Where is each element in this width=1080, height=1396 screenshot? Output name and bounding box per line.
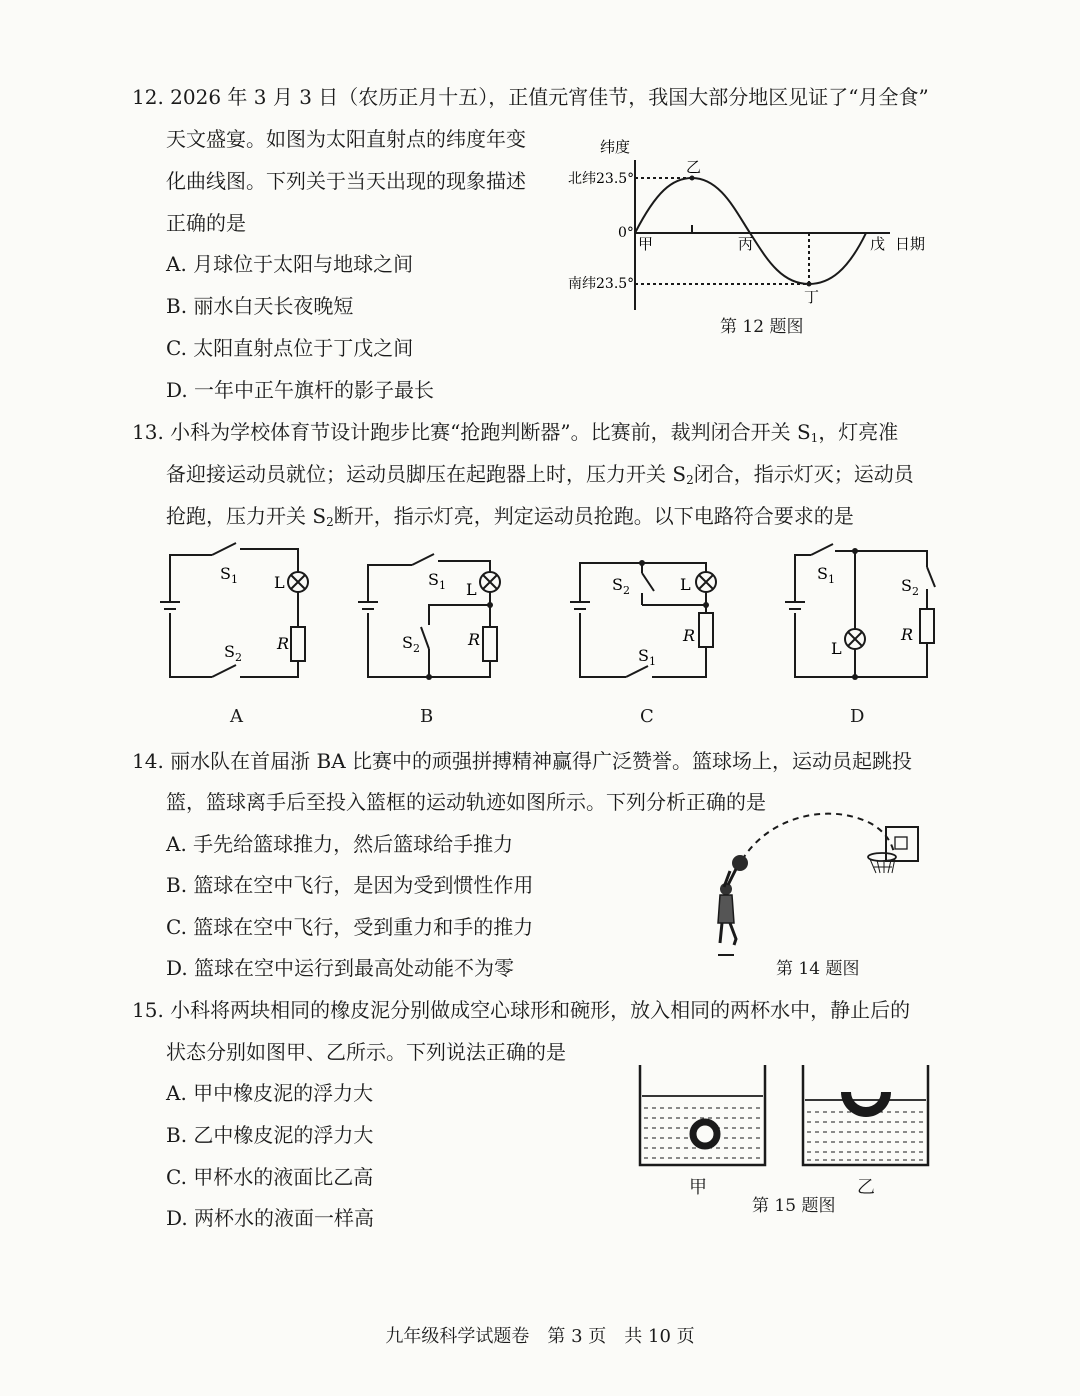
switch-s2 [212, 665, 236, 677]
junction [487, 602, 493, 608]
point-yi [690, 176, 695, 181]
label-r: R [901, 625, 914, 644]
beaker-jia [640, 1065, 765, 1165]
player-arms [724, 869, 736, 887]
label-s1: $S_1$ [817, 564, 835, 586]
resistor [483, 627, 497, 661]
wire [795, 551, 927, 677]
latitude-curve [635, 178, 866, 284]
q12-option-a: A. 月球位于太阳与地球之间 [166, 252, 414, 276]
resistor [699, 613, 713, 647]
q14-option-a: A. 手先给篮球推力，然后篮球给手推力 [166, 832, 514, 856]
basketball [732, 855, 748, 871]
lamp-cross [483, 575, 497, 589]
label-r: R [683, 626, 696, 645]
point-ding [807, 282, 812, 287]
label-s1: $S_1$ [638, 646, 656, 668]
q14-option-d: D. 篮球在空中运行到最高处动能不为零 [166, 956, 515, 980]
junction [426, 674, 432, 680]
beaker-yi-water [807, 1112, 924, 1160]
beaker-jia-label: 甲 [689, 1177, 707, 1198]
label-l: L [274, 573, 285, 592]
label-l: L [466, 580, 477, 599]
switch-s1 [626, 666, 648, 677]
circuit-b-label: B [420, 706, 434, 727]
q13-stem-line2: 备迎接运动员就位；运动员脚压在起跑器上时，压力开关 $S_2$闭合，指示灯灭；运动员 [166, 462, 914, 487]
label-r: R [468, 630, 481, 649]
beaker-jia-outline [640, 1065, 765, 1165]
hollow-ball [693, 1122, 717, 1146]
label-bing: 丙 [738, 235, 754, 253]
q14-option-c: C. 篮球在空中飞行，受到重力和手的推力 [166, 915, 534, 939]
resistor [920, 609, 934, 643]
q15-option-a: A. 甲中橡皮泥的浮力大 [166, 1081, 374, 1105]
switch-s1 [412, 554, 434, 565]
circuit-c [560, 545, 730, 690]
label-yi: 乙 [686, 158, 702, 176]
x-axis-label: 日期 [895, 235, 926, 253]
q14-stem-line2: 篮，篮球离手后至投入篮框的运动轨迹如图所示。下列分析正确的是 [166, 790, 766, 814]
q15-option-b: B. 乙中橡皮泥的浮力大 [166, 1123, 374, 1147]
lamp-cross [699, 575, 713, 589]
label-s2: $S_2$ [612, 575, 630, 597]
q13-stem-line3: 抢跑，压力开关 $S_2$断开，指示灯亮，判定运动员抢跑。以下电路符合要求的是 [166, 504, 854, 529]
y-axis-label: 纬度 [600, 138, 631, 156]
q15-option-d: D. 两杯水的液面一样高 [166, 1206, 375, 1230]
label-s2: $S_2$ [402, 633, 420, 655]
circuit-b [350, 545, 520, 690]
q12-latitude-figure [560, 130, 940, 330]
circuit-d-label: D [850, 706, 865, 727]
label-wu: 戊 [870, 235, 886, 253]
south-label: 南纬23.5° [568, 276, 635, 292]
label-s1: $S_1$ [428, 570, 446, 592]
q12-stem-line4: 正确的是 [166, 211, 246, 235]
clay-bowl [841, 1092, 891, 1117]
q12-stem-line3: 化曲线图。下列关于当天出现的现象描述 [166, 169, 526, 193]
q12-stem-line2: 天文盛宴。如图为太阳直射点的纬度年变 [166, 127, 526, 151]
switch-s2 [421, 627, 429, 649]
q12-stem-line1: 12. 2026 年 3 月 3 日（农历正月十五），正值元宵佳节，我国大部分地区见证了“月全食” [132, 85, 929, 109]
beaker-yi [803, 1065, 928, 1165]
q14-basketball-figure [700, 805, 940, 965]
q12-option-b: B. 丽水白天长夜晚短 [166, 294, 354, 318]
label-s1: $S_1$ [220, 564, 238, 586]
label-ding: 丁 [804, 288, 820, 306]
q15-beaker-figure [635, 1062, 935, 1177]
junction [703, 602, 709, 608]
switch-s2 [927, 567, 935, 587]
player-body [718, 895, 734, 923]
q14-figure-caption: 第 14 题图 [776, 959, 860, 979]
trajectory [742, 814, 894, 860]
switch-s1 [811, 544, 833, 555]
q12-option-d: D. 一年中正午旗杆的影子最长 [166, 378, 435, 402]
junction [852, 548, 858, 554]
q15-stem-line1: 15. 小科将两块相同的橡皮泥分别做成空心球形和碗形，放入相同的两杯水中，静止后的 [132, 998, 911, 1022]
circuit-a-label: A [230, 706, 243, 727]
lamp-cross [291, 575, 305, 589]
backboard [886, 827, 918, 861]
q12-option-c: C. 太阳直射点位于丁戊之间 [166, 336, 414, 360]
wire-branch [429, 605, 490, 677]
label-l: L [680, 575, 691, 594]
q15-figure-caption: 第 15 题图 [752, 1196, 836, 1216]
q15-option-c: C. 甲杯水的液面比乙高 [166, 1165, 374, 1189]
page-footer: 九年级科学试题卷 第 3 页 共 10 页 [385, 1326, 695, 1347]
circuit-a [150, 545, 320, 690]
switch-s2 [642, 573, 654, 591]
circuit-c-label: C [640, 706, 654, 727]
backboard-box [895, 837, 907, 849]
label-s2: $S_2$ [901, 576, 919, 598]
q15-stem-line2: 状态分别如图甲、乙所示。下列说法正确的是 [166, 1040, 566, 1064]
switch-s1 [212, 543, 236, 555]
player-legs [720, 923, 736, 945]
q14-stem-line1: 14. 丽水队在首届浙 BA 比赛中的顽强拼搏精神赢得广泛赞誉。篮球场上，运动员起跳投 [132, 749, 913, 773]
label-r: R [277, 634, 290, 653]
label-l: L [831, 639, 842, 658]
lamp-cross [848, 632, 862, 646]
north-label: 北纬23.5° [568, 171, 635, 187]
circuit-d [775, 545, 945, 690]
q13-stem-line1: 13. 小科为学校体育节设计跑步比赛“抢跑判断器”。比赛前，裁判闭合开关 $S_1$，灯亮准 [132, 420, 899, 445]
zero-label: 0° [618, 225, 634, 241]
hoop [868, 853, 896, 861]
q14-option-b: B. 篮球在空中飞行，是因为受到惯性作用 [166, 873, 534, 897]
label-jia: 甲 [638, 235, 654, 253]
junction [639, 560, 645, 566]
label-s2: $S_2$ [224, 642, 242, 664]
junction [852, 674, 858, 680]
q12-figure-caption: 第 12 题图 [720, 317, 804, 337]
resistor [291, 627, 305, 661]
beaker-yi-label: 乙 [857, 1177, 875, 1198]
